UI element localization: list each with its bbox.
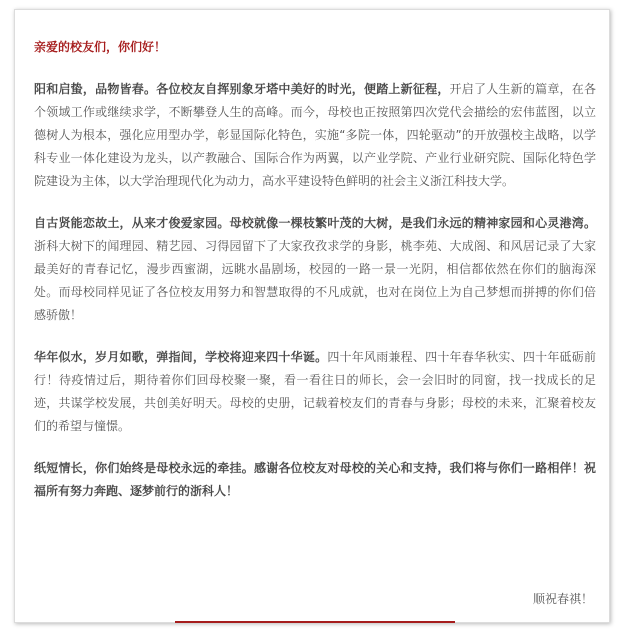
paragraph-lead: 自古贤能恋故土，从来才俊爱家园。母校就像一棵枝繁叶茂的大树，是我们永远的精神家园和心灵港湾。 <box>34 216 596 230</box>
letter-card <box>14 9 610 623</box>
paragraph-body: 开启了人生新的篇章，在各个领域工作或继续求学，不断攀登人生的高峰。而今，母校也正按照第四次党代会描绘的宏伟蓝图，以立德树人为根本，强化应用型办学，彰显国际化特色，实施“多院一体，四轮驱动”的开放强校主战略，以学科专业一体化建设为龙头，以产教融合、国际合作为两翼，以产业学院、产业行业研究院、国际化特色学院建设为主体，以大学治理现代化为动力，高水平建设特色鲜明的社会主义浙江科技大学。 <box>34 82 596 188</box>
paragraph-lead: 阳和启蛰，品物皆春。各位校友自挥别象牙塔中美好的时光，便踏上新征程， <box>34 82 450 96</box>
closing-salutation: 顺祝春祺！ <box>532 592 593 606</box>
letter-body <box>34 36 596 522</box>
paragraph-anniversary <box>34 346 596 438</box>
paragraph-lead: 纸短情长，你们始终是母校永远的牵挂。感谢各位校友对母校的关心和支持，我们将与你们一路相伴！祝福所有努力奔跑、逐梦前行的浙科人！ <box>34 461 596 498</box>
bottom-accent-bar <box>175 621 455 623</box>
greeting: 亲爱的校友们，你们好！ <box>34 40 167 54</box>
paragraph-body: 四十年风雨兼程、四十年春华秋实、四十年砥砺前行！待疫情过后，期待着你们回母校聚一聚，看一看往日的师长，会一会旧时的同窗，找一找成长的足迹，共谋学校发展，共创美好明天。母校的史册，记载着校友们的青春与身影；母校的未来，汇聚着校友们的希望与憧憬。 <box>34 350 596 433</box>
paragraph-spring <box>34 78 596 193</box>
paragraph-homeland <box>34 212 596 327</box>
paragraph-farewell <box>34 457 596 503</box>
paragraph-lead: 华年似水，岁月如歌，弹指间，学校将迎来四十华诞。 <box>34 350 328 364</box>
paragraph-body: 浙科大树下的闻理园、精艺园、习得园留下了大家孜孜求学的身影，桃李苑、大成阁、和风居记录了大家最美好的青春记忆，漫步西蜜湖，远眺水晶剧场，校园的一路一景一光阴，相信都依然在你们的脑海深处。而母校同样见证了各位校友用努力和智慧取得的不凡成就，也对在岗位上为自己梦想而拼搏的你们倍感骄傲！ <box>34 239 596 322</box>
